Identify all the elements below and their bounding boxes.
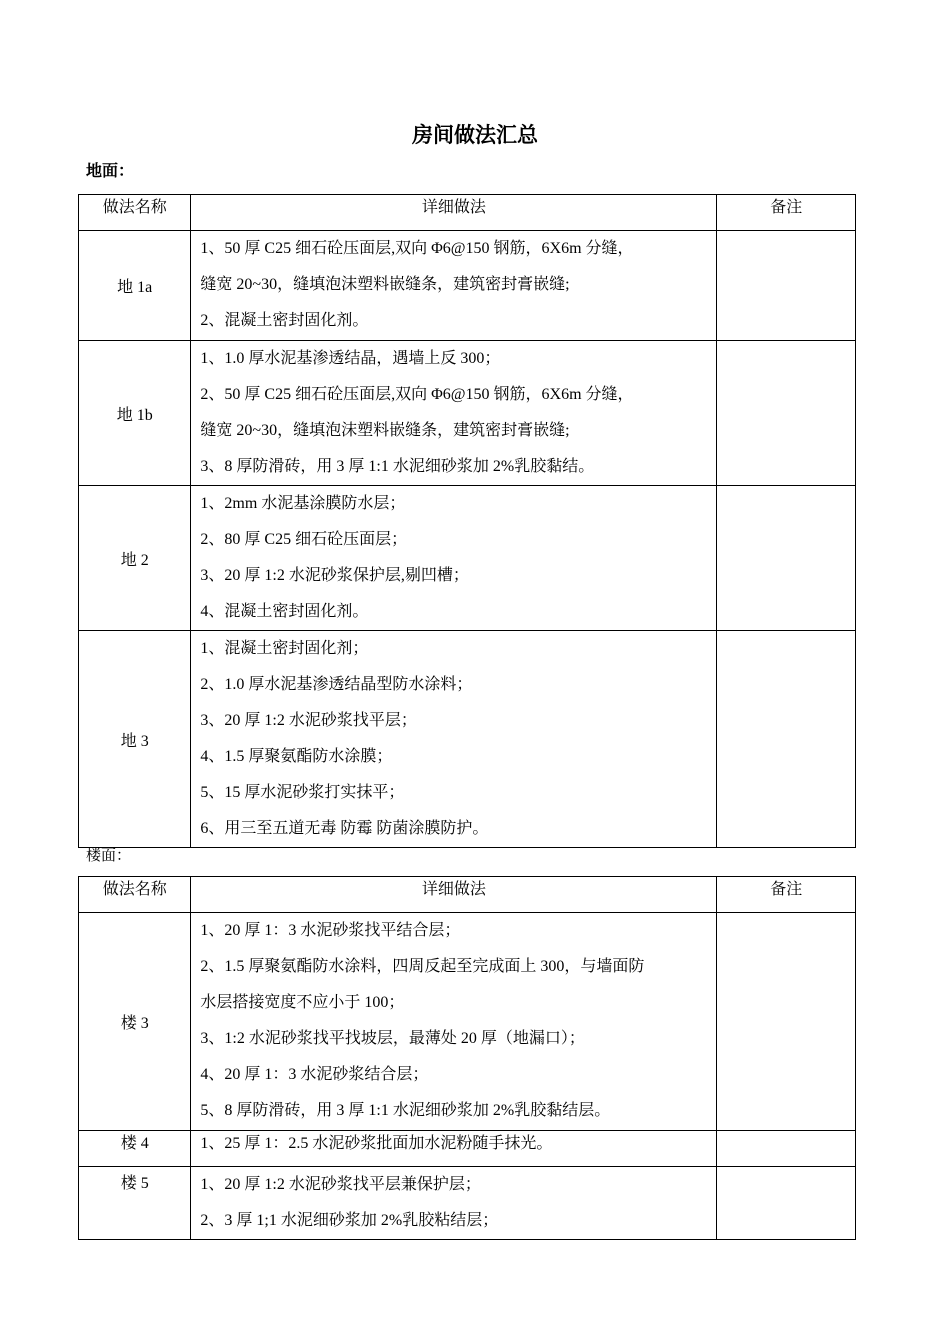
detail-line: 2、混凝土密封固化剂。 xyxy=(200,312,369,329)
detail-line: 4、20 厚 1：3 水泥砂浆结合层； xyxy=(200,1066,429,1083)
detail-line: 3、8 厚防滑砖，用 3 厚 1:1 水泥细砂浆加 2%乳胶黏结。 xyxy=(200,458,595,475)
detail-line: 3、20 厚 1:2 水泥砂浆找平层； xyxy=(200,712,417,729)
detail-line: 4、1.5 厚聚氨酯防水涂膜； xyxy=(200,748,393,765)
detail-line: 1、25 厚 1：2.5 水泥砂浆批面加水泥粉随手抹光。 xyxy=(200,1135,553,1152)
detail-line: 5、15 厚水泥砂浆打实抹平； xyxy=(200,784,405,801)
upper-floor-practice-table xyxy=(78,876,856,1240)
detail-line: 水层搭接宽度不应小于 100； xyxy=(200,994,405,1011)
detail-line: 3、1:2 水泥砂浆找平找坡层，最薄处 20 厚（地漏口）； xyxy=(200,1030,585,1047)
table-row xyxy=(79,486,856,631)
detail-line: 2、50 厚 C25 细石砼压面层,双向 Φ6@150 钢筋，6X6m 分缝， xyxy=(200,386,634,403)
row-detail xyxy=(191,1167,717,1240)
row-remark xyxy=(717,231,856,341)
detail-line: 1、20 厚 1:2 水泥砂浆找平层兼保护层； xyxy=(200,1176,481,1193)
row-remark xyxy=(717,486,856,631)
table-row xyxy=(79,341,856,486)
row-name: 楼 3 xyxy=(79,913,191,1131)
row-detail xyxy=(191,1131,717,1167)
header-name: 做法名称 xyxy=(79,877,191,913)
table-row xyxy=(79,631,856,848)
row-remark xyxy=(717,341,856,486)
row-detail xyxy=(191,231,717,341)
detail-line: 2、1.5 厚聚氨酯防水涂料，四周反起至完成面上 300，与墙面防 xyxy=(200,958,645,975)
row-remark xyxy=(717,1167,856,1240)
detail-line: 1、混凝土密封固化剂； xyxy=(200,640,369,657)
row-detail xyxy=(191,913,717,1131)
detail-line: 2、1.0 厚水泥基渗透结晶型防水涂料； xyxy=(200,676,473,693)
row-detail xyxy=(191,486,717,631)
row-name: 地 3 xyxy=(79,631,191,848)
row-remark xyxy=(717,1131,856,1167)
table-row xyxy=(79,1167,856,1240)
detail-line: 1、1.0 厚水泥基渗透结晶，遇墙上反 300； xyxy=(200,350,501,367)
row-name: 楼 5 xyxy=(79,1167,191,1240)
detail-line: 1、2mm 水泥基涂膜防水层； xyxy=(200,495,406,512)
table-header-row xyxy=(79,877,856,913)
detail-line: 5、8 厚防滑砖，用 3 厚 1:1 水泥细砂浆加 2%乳胶黏结层。 xyxy=(200,1102,611,1119)
row-name: 地 2 xyxy=(79,486,191,631)
detail-line: 1、50 厚 C25 细石砼压面层,双向 Φ6@150 钢筋，6X6m 分缝， xyxy=(200,240,634,257)
floor-section-label: 地面： xyxy=(86,163,135,180)
header-detail: 详细做法 xyxy=(191,877,717,913)
detail-line: 2、80 厚 C25 细石砼压面层； xyxy=(200,531,408,548)
row-name: 地 1a xyxy=(79,231,191,341)
detail-line: 6、用三至五道无毒 防霉 防菌涂膜防护。 xyxy=(200,820,489,837)
table-header-row xyxy=(79,195,856,231)
row-name: 楼 4 xyxy=(79,1131,191,1167)
header-remark: 备注 xyxy=(717,877,856,913)
table-row xyxy=(79,231,856,341)
detail-line: 缝宽 20~30，缝填泡沫塑料嵌缝条，建筑密封膏嵌缝; xyxy=(200,422,570,439)
header-remark: 备注 xyxy=(717,195,856,231)
detail-line: 3、20 厚 1:2 水泥砂浆保护层,剔凹槽； xyxy=(200,567,469,584)
table-row xyxy=(79,913,856,1131)
row-detail xyxy=(191,341,717,486)
header-detail: 详细做法 xyxy=(191,195,717,231)
page-title: 房间做法汇总 xyxy=(412,123,538,147)
row-name: 地 1b xyxy=(79,341,191,486)
row-remark xyxy=(717,913,856,1131)
floor-practice-table xyxy=(78,194,856,848)
row-remark xyxy=(717,631,856,848)
detail-line: 1、20 厚 1：3 水泥砂浆找平结合层； xyxy=(200,922,461,939)
detail-line: 4、混凝土密封固化剂。 xyxy=(200,603,369,620)
detail-line: 缝宽 20~30，缝填泡沫塑料嵌缝条，建筑密封膏嵌缝; xyxy=(200,276,570,293)
upper-section-label: 楼面： xyxy=(86,848,132,864)
row-detail xyxy=(191,631,717,848)
table-row xyxy=(79,1131,856,1167)
header-name: 做法名称 xyxy=(79,195,191,231)
detail-line: 2、3 厚 1;1 水泥细砂浆加 2%乳胶粘结层； xyxy=(200,1212,499,1229)
